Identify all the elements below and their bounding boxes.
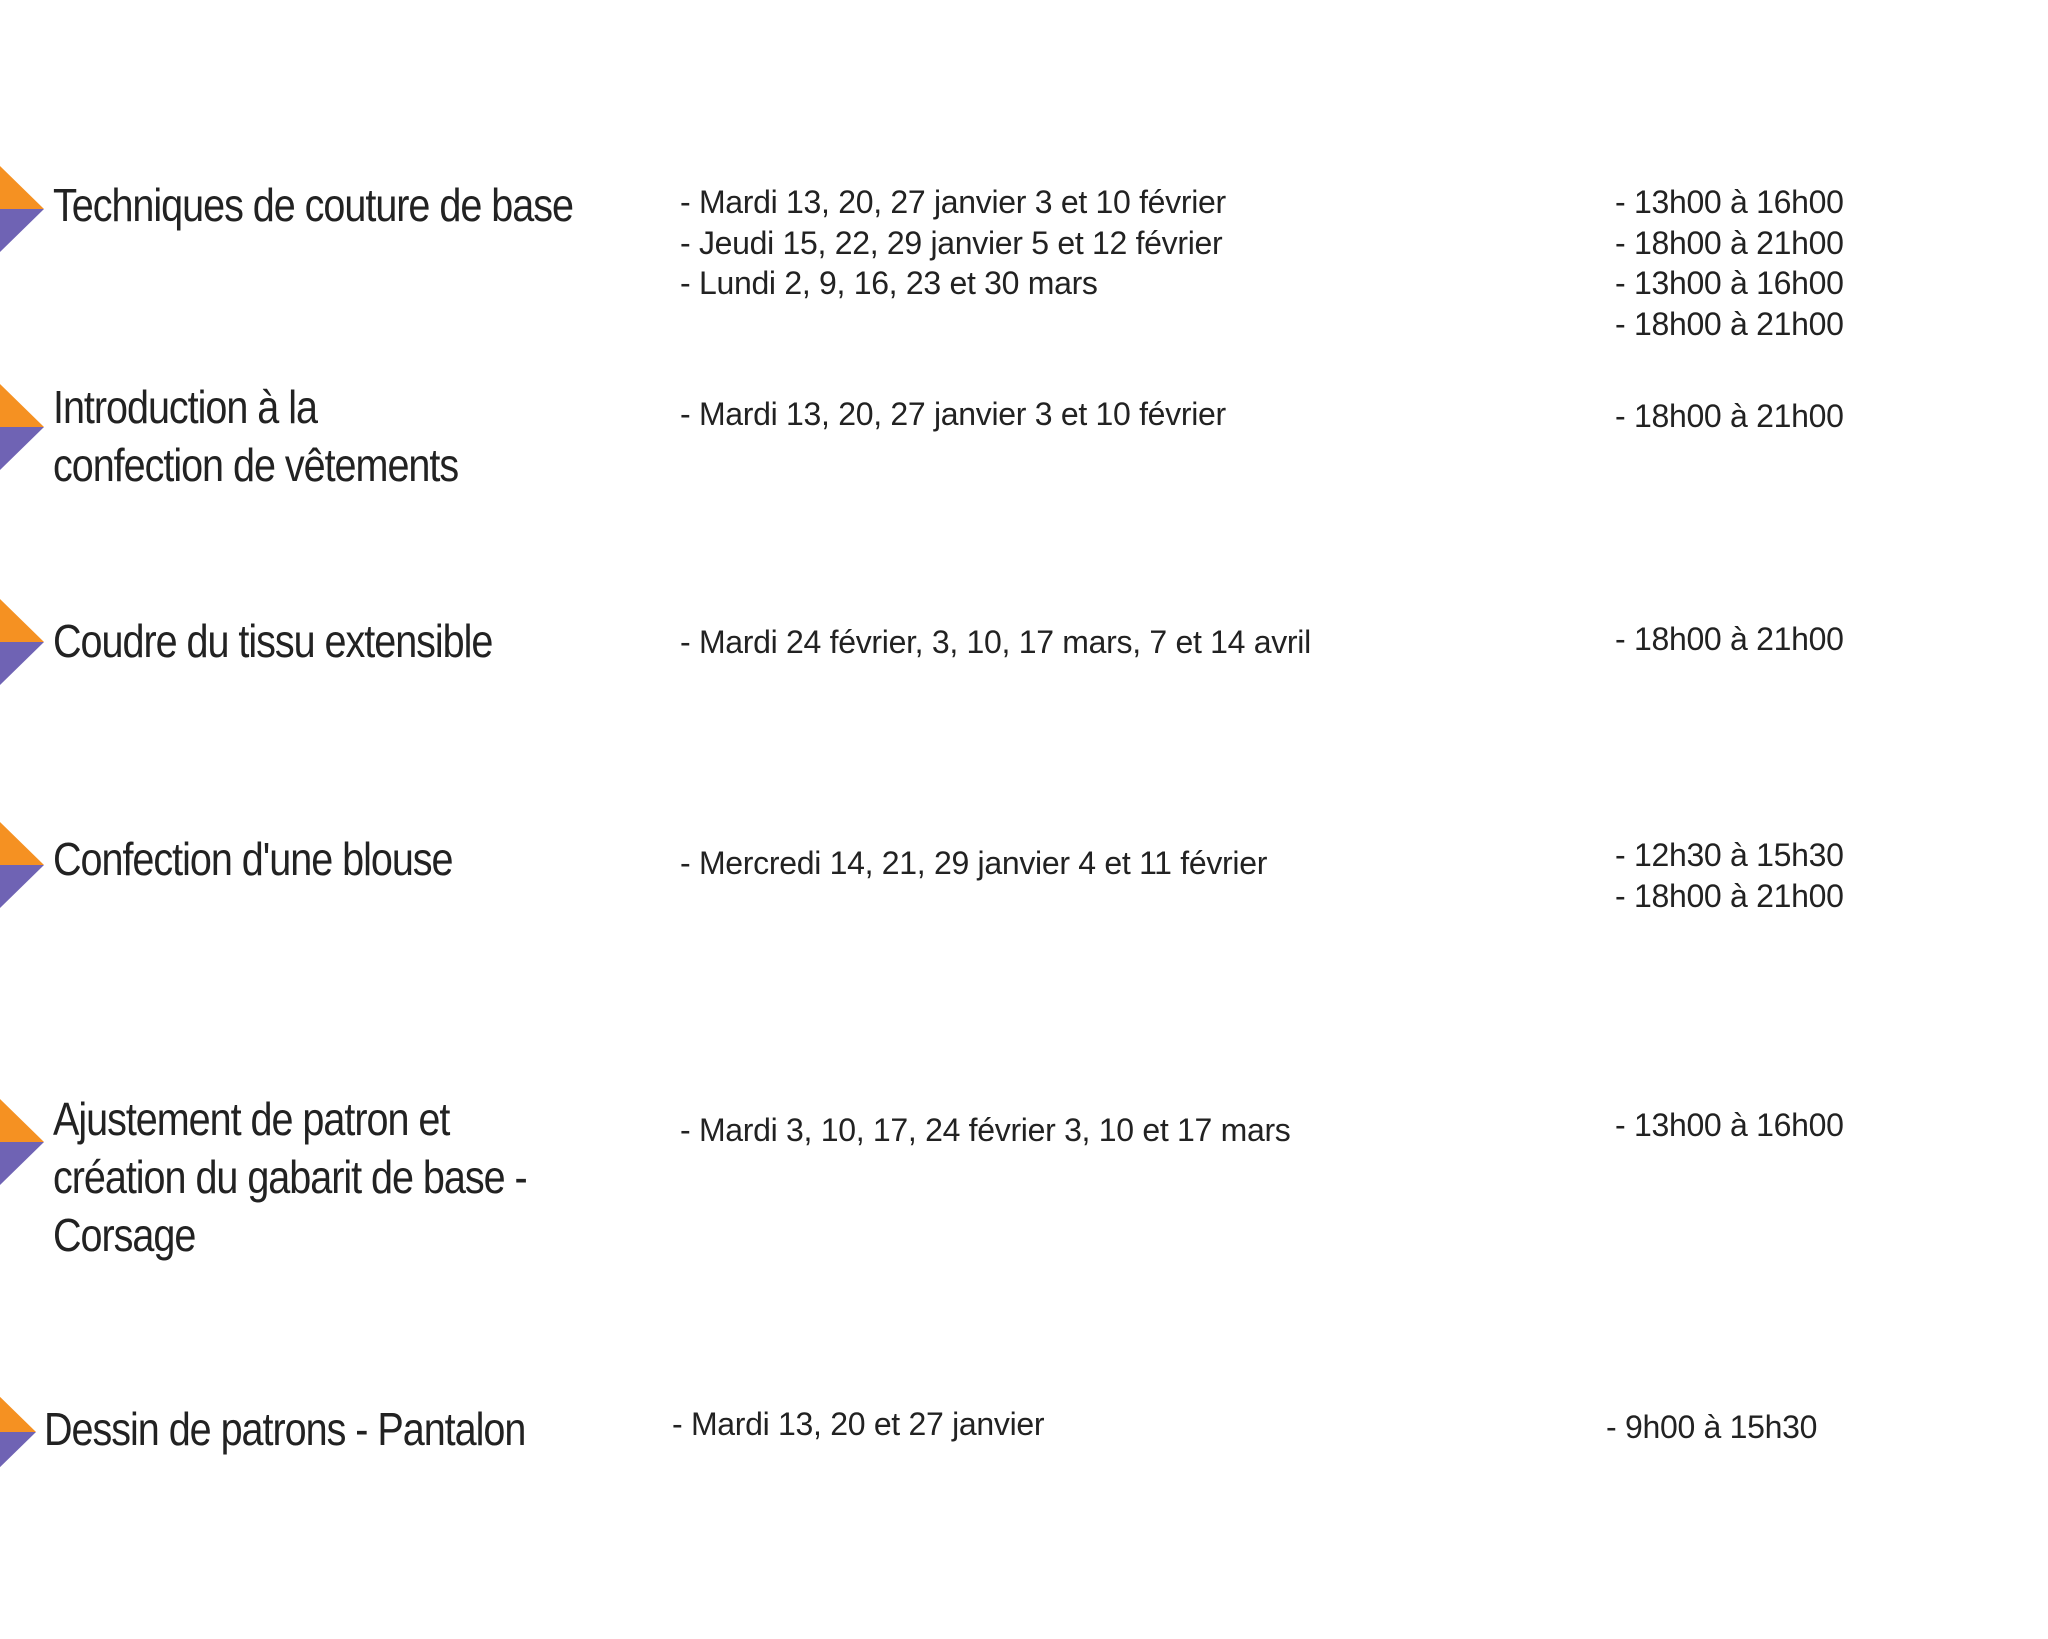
course-times xyxy=(1615,835,1844,916)
course-dates xyxy=(680,622,1311,663)
course-title-line: confection de vêtements xyxy=(53,439,459,491)
time-line: - 9h00 à 15h30 xyxy=(1606,1409,1818,1445)
date-line: - Jeudi 15, 22, 29 janvier 5 et 12 février xyxy=(680,224,1223,261)
time-line: - 18h00 à 21h00 xyxy=(1615,305,1844,342)
date-line: - Mardi 13, 20, 27 janvier 3 et 10 février xyxy=(680,184,1226,220)
course-dates xyxy=(680,394,1226,435)
course-title-line: Introduction à la xyxy=(53,381,317,433)
course-dates xyxy=(680,1110,1291,1151)
course-title-line: Ajustement de patron et xyxy=(53,1093,450,1145)
course-title-line: Corsage xyxy=(53,1209,196,1261)
date-line: - Mercredi 14, 21, 29 janvier 4 et 11 février xyxy=(680,845,1268,881)
date-line: - Mardi 3, 10, 17, 24 février 3, 10 et 17 mars xyxy=(680,1112,1291,1148)
triangle-marker-icon xyxy=(0,599,44,685)
date-line: - Lundi 2, 9, 16, 23 et 30 mars xyxy=(680,265,1098,301)
course-title-line: Techniques de couture de base xyxy=(53,179,573,231)
time-line: - 18h00 à 21h00 xyxy=(1615,621,1844,657)
triangle-marker-icon xyxy=(0,1389,36,1475)
time-line: - 18h00 à 21h00 xyxy=(1615,224,1844,261)
time-line: - 12h30 à 15h30 xyxy=(1615,837,1844,873)
course-title xyxy=(53,176,573,234)
course-title xyxy=(53,1090,569,1264)
course-times xyxy=(1615,1105,1844,1146)
triangle-marker-icon xyxy=(0,1099,44,1185)
triangle-marker-icon xyxy=(0,822,44,908)
triangle-marker-icon xyxy=(0,166,44,252)
time-line: - 13h00 à 16h00 xyxy=(1615,1107,1844,1143)
course-times xyxy=(1615,619,1844,660)
course-dates xyxy=(672,1404,1044,1445)
time-line: - 13h00 à 16h00 xyxy=(1615,184,1844,220)
course-title-line: Dessin de patrons - Pantalon xyxy=(44,1403,526,1455)
course-title-line: Confection d'une blouse xyxy=(53,833,453,885)
course-title xyxy=(44,1400,560,1458)
triangle-marker-icon xyxy=(0,384,44,470)
date-line: - Mardi 13, 20, 27 janvier 3 et 10 février xyxy=(680,396,1226,432)
course-times xyxy=(1615,396,1844,437)
date-line: - Mardi 13, 20 et 27 janvier xyxy=(672,1406,1045,1442)
course-dates xyxy=(680,843,1267,884)
time-line: - 13h00 à 16h00 xyxy=(1615,265,1844,301)
date-line: - Mardi 24 février, 3, 10, 17 mars, 7 et 14 avril xyxy=(680,624,1311,660)
course-title xyxy=(53,830,569,888)
course-dates xyxy=(680,182,1226,304)
course-title-line: création du gabarit de base - xyxy=(53,1151,527,1203)
course-title xyxy=(53,612,569,670)
time-line: - 18h00 à 21h00 xyxy=(1615,398,1844,434)
course-times xyxy=(1615,182,1844,344)
course-times xyxy=(1606,1407,1817,1448)
course-title xyxy=(53,378,569,494)
course-title-line: Coudre du tissu extensible xyxy=(53,615,493,667)
time-line: - 18h00 à 21h00 xyxy=(1615,877,1844,914)
